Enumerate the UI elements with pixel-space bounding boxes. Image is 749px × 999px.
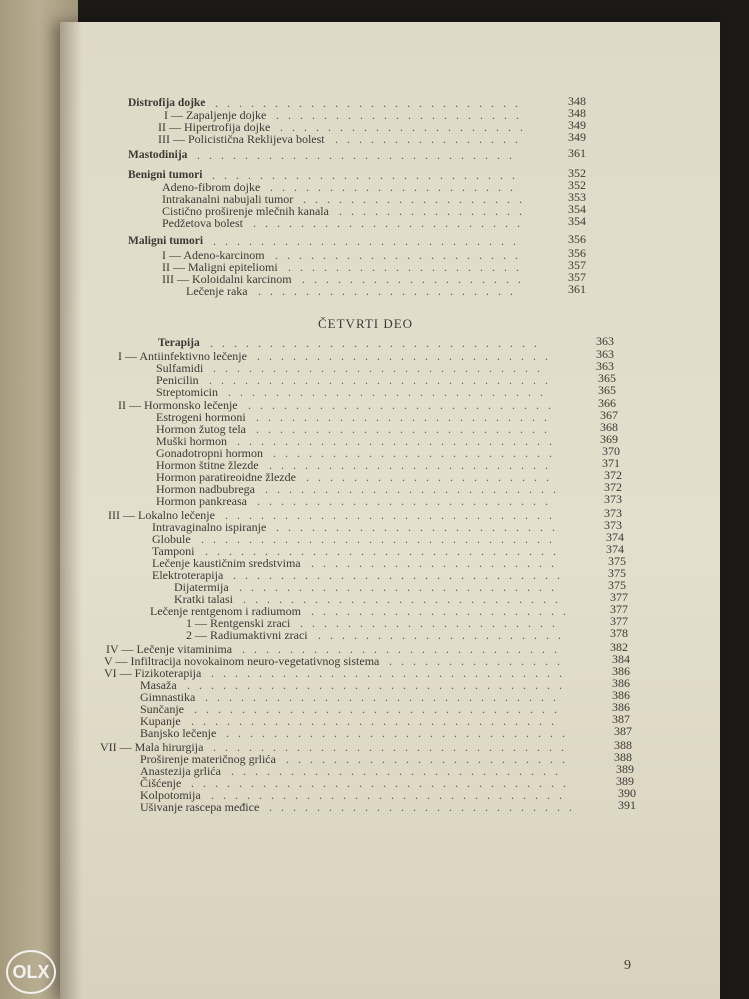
toc-entry-label: IV — Lečenje vitaminima [106, 642, 233, 656]
toc-entry-label: VI — Fizikoterapija [104, 666, 202, 680]
toc-leader-dots: ............................... [194, 702, 566, 716]
toc-leader-dots: .............................. [201, 532, 561, 546]
toc-leader-dots: ........................ [269, 458, 557, 472]
toc-entry-page-number: 372 [604, 468, 622, 482]
toc-leader-dots: ........................... [242, 642, 566, 656]
toc-entry-page-number: 389 [616, 762, 634, 776]
toc-entry-label: II — Hormonsko lečenje [118, 398, 238, 412]
toc-entry-label: Intravaginalno ispiranje [152, 520, 267, 534]
toc-entry-page-number: 352 [568, 166, 586, 180]
toc-entry-page-number: 354 [568, 214, 586, 228]
toc-leader-dots: ........................... [228, 385, 552, 399]
toc-entry-label: Adeno-fibrom dojke [162, 180, 261, 194]
toc-entry-page-number: 361 [568, 282, 586, 296]
toc-entry-label: I — Adeno-karcinom [162, 248, 265, 262]
toc-entry-page-number: 348 [568, 94, 586, 108]
toc-entry-label: III — Koloidalni karcinom [162, 272, 292, 286]
toc-entry-page-number: 386 [612, 676, 630, 690]
toc-leader-dots: ................ [335, 132, 527, 146]
toc-entry-page-number: 390 [618, 786, 636, 800]
toc-entry-label: Hormon žutog tela [156, 422, 246, 436]
toc-entry-page-number: 357 [568, 270, 586, 284]
toc-leader-dots: ..................... [275, 248, 527, 262]
toc-leader-dots: .......................... [248, 398, 560, 412]
toc-leader-dots: ............................. [209, 373, 557, 387]
toc-leader-dots: ............................. [226, 726, 574, 740]
toc-entry-page-number: 349 [568, 118, 586, 132]
toc-entry-label: 2 — Radiumaktivni zraci [186, 628, 308, 642]
toc-entry-page-number: 386 [612, 700, 630, 714]
toc-entry-label: Distrofija dojke [128, 97, 206, 109]
toc-entry-label: Dijatermija [174, 580, 229, 594]
toc-entry-page-number: 349 [568, 130, 586, 144]
toc-leader-dots: ......................... [256, 422, 556, 436]
toc-entry-label: Hormon štitne žlezde [156, 458, 259, 472]
toc-entry-label: Kratki talasi [174, 592, 233, 606]
toc-entry-label: Benigni tumori [128, 169, 203, 181]
toc-entry-label: Čišćenje [140, 776, 182, 790]
toc-entry-label: Intrakanalni nabujali tumor [162, 192, 294, 206]
toc-entry-page-number: 375 [608, 566, 626, 580]
toc-leader-dots: ......................... [256, 410, 556, 424]
toc-entry-page-number: 386 [612, 664, 630, 678]
toc-leader-dots: .......................... [269, 800, 581, 814]
toc-leader-dots: ..................... [280, 120, 532, 134]
toc-entry-page-number: 378 [610, 626, 628, 640]
toc-entry-label: III — Policistična Reklijeva bolest [158, 132, 325, 146]
toc-entry-page-number: 377 [610, 590, 628, 604]
toc-leader-dots: ........................... [243, 592, 567, 606]
toc-leader-dots: ............................ [210, 336, 546, 350]
toc-entry-page-number: 391 [618, 798, 636, 812]
toc-entry-page-number: 373 [604, 492, 622, 506]
toc-leader-dots: ......................... [257, 494, 557, 508]
toc-entry-label: Pedžetova bolest [162, 216, 243, 230]
toc-entry-page-number: 377 [610, 614, 628, 628]
toc-entry-label: Gimnastika [140, 690, 196, 704]
toc-entry-label: Elektroterapija [152, 568, 224, 582]
toc-entry-label: Gonadotropni hormon [156, 446, 263, 460]
toc-entry-page-number: 369 [600, 432, 618, 446]
toc-leader-dots: .......................... [215, 96, 527, 110]
toc-leader-dots: ................................ [191, 776, 575, 790]
toc-entry-label: I — Antiinfektivno lečenje [118, 349, 247, 363]
toc-entry-label: Banjsko lečenje [140, 726, 217, 740]
toc-leader-dots: ..................... [276, 108, 528, 122]
toc-entry-label: Masaža [140, 678, 177, 692]
toc-entry-label: Kolpotomija [140, 788, 201, 802]
toc-leader-dots: ........................ [273, 446, 561, 460]
toc-entry-page-number: 363 [596, 347, 614, 361]
toc-entry-page-number: 353 [568, 190, 586, 204]
toc-leader-dots: ................... [302, 272, 530, 286]
toc-leader-dots: ........................... [239, 580, 563, 594]
toc-entry-label: Streptomicin [156, 385, 218, 399]
toc-entry-page-number: 366 [598, 396, 616, 410]
toc-leader-dots: ................................ [187, 678, 571, 692]
toc-entry-page-number: 384 [612, 652, 630, 666]
toc-entry-page-number: 387 [612, 712, 630, 726]
toc-entry-page-number: 372 [604, 480, 622, 494]
toc-leader-dots: ...................... [300, 616, 564, 630]
toc-leader-dots: ................ [339, 204, 531, 218]
toc-entry-page-number: 368 [600, 420, 618, 434]
toc-leader-dots: ........................... [237, 434, 561, 448]
toc-leader-dots: .............................. [213, 740, 573, 754]
toc-entry-label: Proširenje materičnog grlića [140, 752, 276, 766]
toc-entry-page-number: 357 [568, 258, 586, 272]
toc-entry-label: Penicilin [156, 373, 199, 387]
toc-leader-dots: ...................... [311, 604, 575, 618]
toc-leader-dots: ...................... [258, 284, 522, 298]
toc-leader-dots: ........................ [286, 752, 574, 766]
toc-leader-dots: .......................... [213, 234, 525, 248]
toc-entry-label: Kupanje [140, 714, 181, 728]
toc-entry-page-number: 356 [568, 232, 586, 246]
toc-entry-label: Hormon pankreasa [156, 494, 247, 508]
toc-leader-dots: .......................... [212, 168, 524, 182]
toc-entry-page-number: 387 [614, 724, 632, 738]
toc-entry-label: V — Infiltracija novokainom neuro-vegetativnog sistema [104, 654, 380, 668]
toc-entry-page-number: 370 [602, 444, 620, 458]
toc-entry-label: I — Zapaljenje dojke [164, 108, 267, 122]
toc-entry-page-number: 386 [612, 688, 630, 702]
toc-leader-dots: ............................ [231, 764, 567, 778]
toc-leader-dots: ................... [303, 192, 531, 206]
toc-leader-dots: ............................ [233, 568, 569, 582]
toc-entry-label: II — Maligni epiteliomi [162, 260, 278, 274]
toc-leader-dots: ......................... [265, 482, 565, 496]
toc-leader-dots: ........................... [197, 148, 521, 162]
part-heading: ČETVRTI DEO [318, 316, 414, 331]
toc-leader-dots: ............................ [213, 361, 549, 375]
toc-entry-label: Globule [152, 532, 191, 546]
olx-watermark-logo: OLX [6, 950, 56, 994]
toc-entry-label: Hormon nadbubrega [156, 482, 255, 496]
toc-leader-dots: .............................. [211, 788, 571, 802]
toc-entry-page-number: 375 [608, 554, 626, 568]
toc-leader-dots: .............................. [205, 690, 565, 704]
toc-entry-label: Sunčanje [140, 702, 184, 716]
toc-entry-label: Muški hormon [156, 434, 228, 448]
toc-entry-label: 1 — Rentgenski zraci [186, 616, 291, 630]
toc-leader-dots: ..................... [306, 470, 558, 484]
toc-leader-dots: ....................... [253, 216, 529, 230]
toc-leader-dots: ......................... [257, 349, 557, 363]
toc-entry-page-number: 354 [568, 202, 586, 216]
toc-entry-label: VII — Mala hirurgija [100, 740, 204, 754]
toc-leader-dots: ............... [389, 654, 569, 668]
toc-leader-dots: ..................... [270, 180, 522, 194]
toc-entry-page-number: 389 [616, 774, 634, 788]
toc-entry-page-number: 382 [610, 640, 628, 654]
page-number: 9 [624, 958, 631, 973]
toc-leader-dots: .............................. [211, 666, 571, 680]
toc-entry-label: III — Lokalno lečenje [108, 508, 215, 522]
toc-leader-dots: ............................... [191, 714, 563, 728]
toc-entry-label: Hormon paratireoidne žlezde [156, 470, 296, 484]
toc-leader-dots: .................... [288, 260, 528, 274]
toc-entry-page-number: 365 [598, 371, 616, 385]
toc-entry-label: Lečenje kaustičnim sredstvima [152, 556, 301, 570]
toc-entry-page-number: 361 [568, 146, 586, 160]
toc-entry-page-number: 363 [596, 334, 614, 348]
toc-entry-page-number: 377 [610, 602, 628, 616]
toc-entry-page-number: 388 [614, 750, 632, 764]
toc-entry-label: Lečenje rentgenom i radiumom [150, 604, 301, 618]
toc-entry-label: Ušivanje rascepa međice [140, 800, 260, 814]
toc-entry-page-number: 363 [596, 359, 614, 373]
toc-entry-page-number: 373 [604, 518, 622, 532]
toc-entry-label: Lečenje raka [186, 284, 248, 298]
toc-leader-dots: .............................. [205, 544, 565, 558]
toc-entry-page-number: 365 [598, 383, 616, 397]
toc-entry-label: Anastezija grlića [140, 764, 221, 778]
book-page [60, 22, 720, 999]
toc-entry-label: Tamponi [152, 544, 195, 558]
toc-leader-dots: ..................... [311, 556, 563, 570]
toc-entry-page-number: 356 [568, 246, 586, 260]
toc-entry-label: Cistično proširenje mlečnih kanala [162, 204, 329, 218]
toc-entry-label: Mastodinija [128, 149, 188, 161]
toc-leader-dots: ............................ [225, 508, 561, 522]
toc-entry-label: II — Hipertrofija dojke [158, 120, 271, 134]
toc-entry-page-number: 367 [600, 408, 618, 422]
toc-entry-page-number: 348 [568, 106, 586, 120]
toc-entry-label: Estrogeni hormoni [156, 410, 246, 424]
toc-entry-page-number: 375 [608, 578, 626, 592]
toc-entry-label: Terapija [158, 337, 200, 349]
toc-leader-dots: ..................... [318, 628, 570, 642]
toc-leader-dots: ........................ [276, 520, 564, 534]
toc-entry-page-number: 374 [606, 530, 624, 544]
toc-entry-label: Maligni tumori [128, 235, 204, 247]
toc-entry-page-number: 371 [602, 456, 620, 470]
toc-entry-page-number: 352 [568, 178, 586, 192]
toc-entry-page-number: 373 [604, 506, 622, 520]
toc-entry-page-number: 388 [614, 738, 632, 752]
toc-entry-label: Sulfamidi [156, 361, 204, 375]
toc-entry-page-number: 374 [606, 542, 624, 556]
page-gutter-shadow [60, 22, 82, 999]
